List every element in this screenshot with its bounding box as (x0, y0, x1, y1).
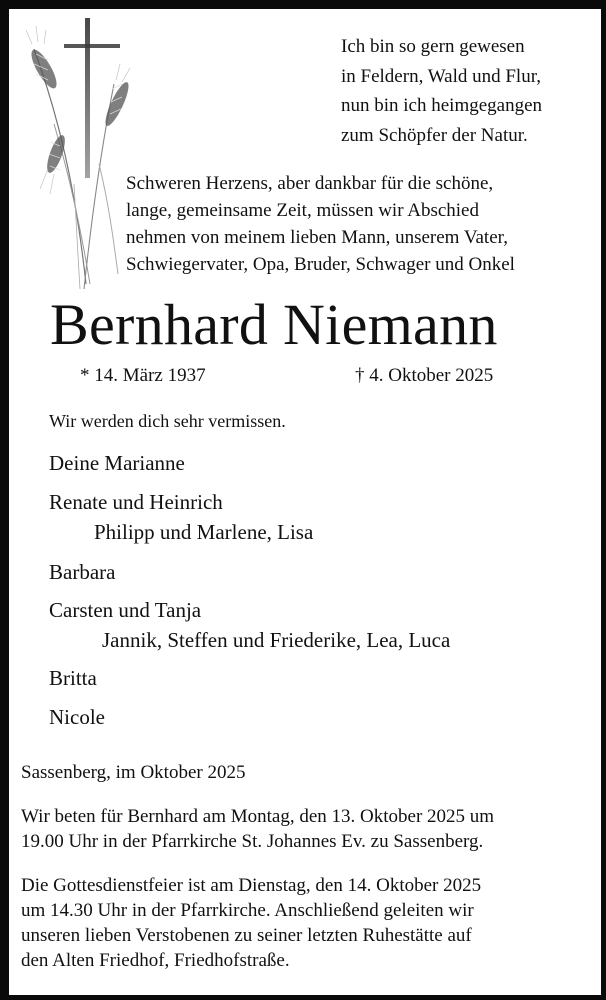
prayer-line: 19.00 Uhr in der Pfarrkirche St. Johannes Ev. zu Sassenberg. (21, 831, 484, 852)
service-line: um 14.30 Uhr in der Pfarrkirche. Anschließend geleiten wir (21, 900, 474, 921)
poem-line: in Feldern, Wald und Flur, (341, 65, 542, 87)
poem-line: nun bin ich heimgegangen (341, 95, 543, 116)
family-children: Philipp und Marlene, Lisa (94, 520, 314, 544)
poem (341, 32, 542, 150)
family-member: Nicole (49, 705, 105, 729)
intro-line: nehmen von meinem lieben Mann, unserem Vater, (126, 227, 508, 248)
cross-with-wheat-icon (14, 14, 134, 294)
service-line: Die Gottesdienstfeier ist am Dienstag, den 14. Oktober 2025 (21, 875, 482, 896)
death-date: † 4. Oktober 2025 (355, 365, 494, 386)
intro-line: Schweren Herzens, aber dankbar für die schöne, (126, 173, 494, 194)
farewell-text: Wir werden dich sehr vermissen. (49, 411, 286, 431)
prayer-line: Wir beten für Bernhard am Montag, den 13. Oktober 2025 um (21, 806, 495, 827)
place-date: Sassenberg, im Oktober 2025 (21, 762, 246, 783)
intro-line: Schwiegervater, Opa, Bruder, Schwager und Onkel (126, 254, 515, 275)
service-info (21, 873, 481, 973)
birth-date: * 14. März 1937 (80, 365, 206, 386)
family-member: Deine Marianne (49, 451, 185, 475)
poem-line: Ich bin so gern gewesen (341, 36, 525, 57)
family-member: Barbara (49, 560, 116, 584)
poem-line: zum Schöpfer der Natur. (341, 124, 528, 146)
intro-line: lange, gemeinsame Zeit, müssen wir Abschied (126, 200, 479, 221)
service-line: unseren lieben Verstobenen zu seiner letzten Ruhestätte auf (21, 925, 472, 946)
family-member: Renate und Heinrich (49, 490, 223, 514)
deceased-name: Bernhard Niemann (50, 292, 498, 357)
family-member: Carsten und Tanja (49, 598, 202, 622)
prayer-info (21, 804, 494, 854)
family-member: Britta (49, 666, 97, 690)
family-children: Jannik, Steffen und Friederike, Lea, Luca (102, 628, 451, 652)
service-line: den Alten Friedhof, Friedhofstraße. (21, 950, 290, 971)
intro-text (126, 170, 515, 278)
